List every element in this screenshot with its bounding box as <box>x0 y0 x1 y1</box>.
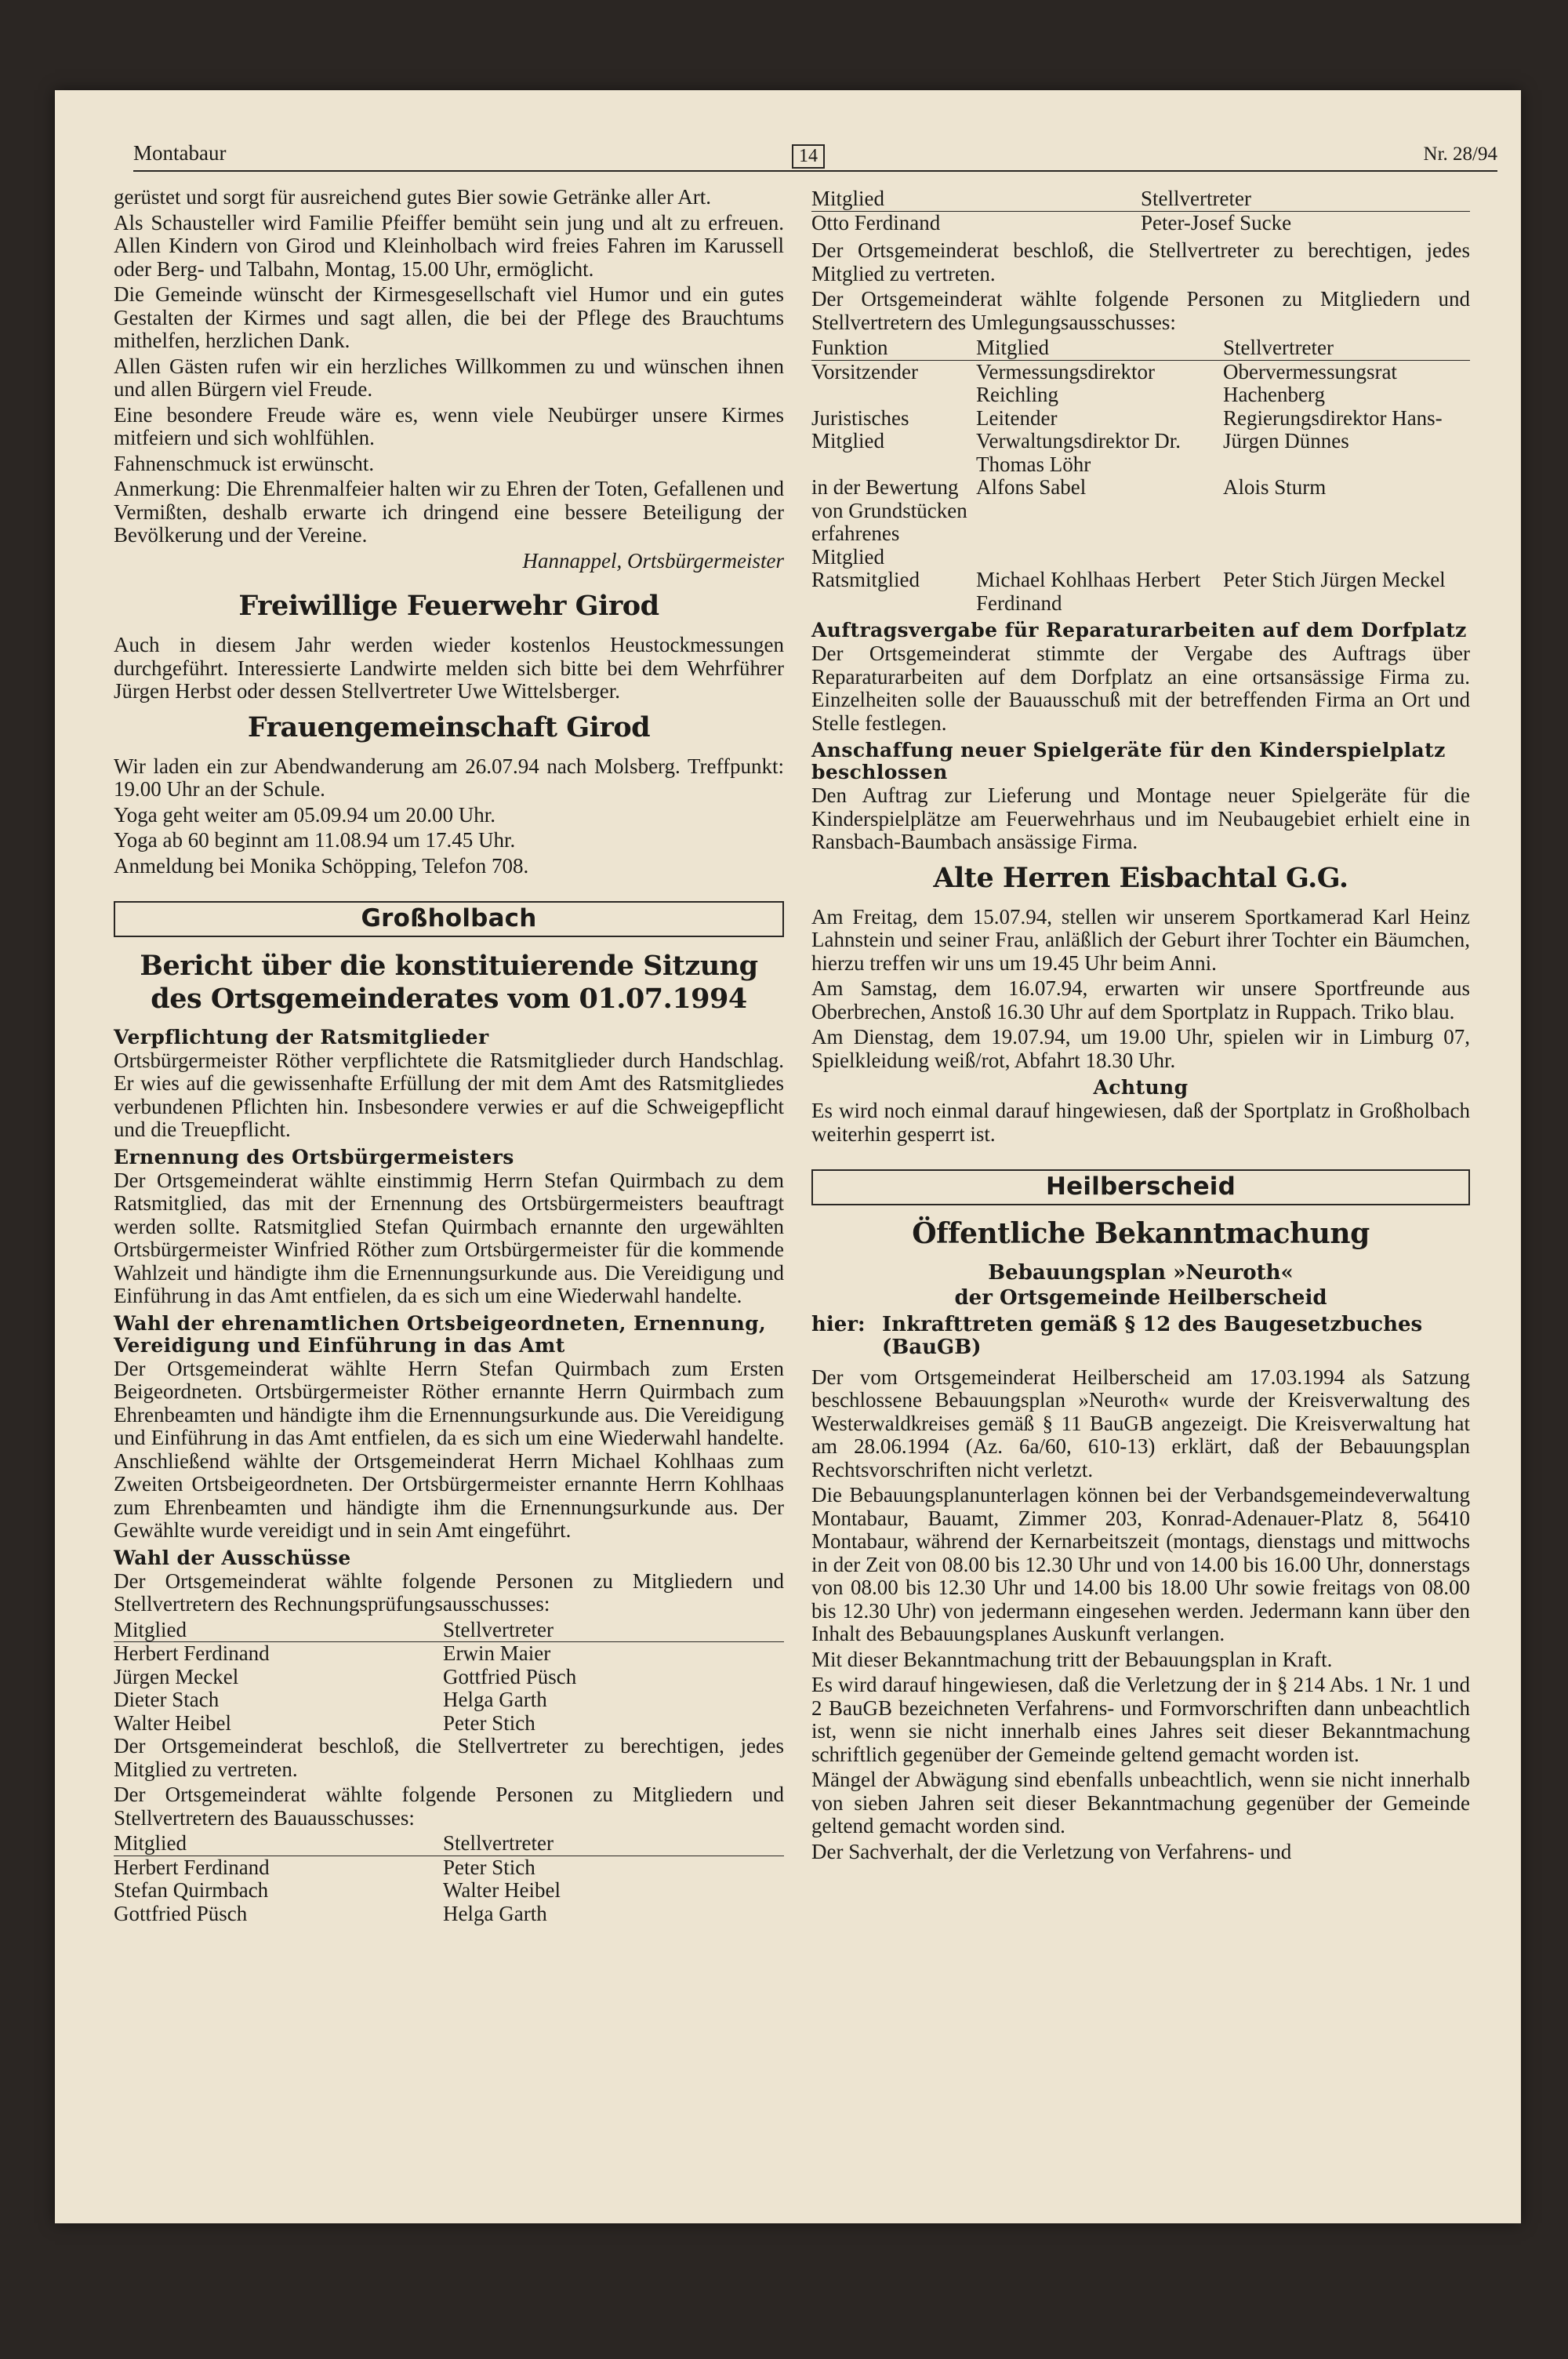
table-row <box>114 1666 784 1689</box>
cell: Walter Heibel <box>114 1710 232 1735</box>
column-header: Mitglied <box>811 187 884 210</box>
paragraph: Mängel der Abwägung sind ebenfalls unbeachtlich, wenn sie nicht innerhalb von sieben Jahren seit dieser Bekanntmachung gegenüber der Gemeinde geltend gemacht worden sind. <box>811 1768 1470 1837</box>
cell: Erwin Maier <box>443 1641 551 1665</box>
column-header: Funktion <box>811 336 888 359</box>
table-row <box>811 407 1470 477</box>
header-place: Montabaur <box>133 141 227 165</box>
cell: Gottfried Püsch <box>114 1901 248 1925</box>
table-header <box>114 1832 784 1856</box>
running-header <box>133 131 1497 172</box>
cell: Helga Garth <box>443 1688 547 1711</box>
hier-label: hier: <box>811 1312 866 1336</box>
heading-bekanntmachung: Öffentliche Bekanntmachung <box>912 1216 1370 1250</box>
subheading: Ernennung des Ortsbürgermeisters <box>114 1145 514 1169</box>
paragraph: Anmeldung bei Monika Schöpping, Telefon 708. <box>114 853 529 878</box>
paragraph: Ortsbürgermeister Röther verpflichtete die Ratsmitglieder durch Handschlag. Er wies auf die gewissenhafte Erfüllung der mit dem Amt des Ratsmitgliedes verbundenen Pflichten hin. Insbesondere verwies er auf die Schweigepflicht und die Treuepflicht. <box>114 1048 784 1141</box>
subheading: Wahl der ehrenamtlichen Ortsbeigeordneten, Ernennung, Vereidigung und Einführung in das Amt <box>114 1311 767 1357</box>
subheading-achtung: Achtung <box>1093 1076 1189 1099</box>
paragraph: Der Ortsgemeinderat wählte folgende Personen zu Mitgliedern und Stellvertretern des Umlegungsausschusses: <box>811 287 1470 334</box>
table-header <box>114 1619 784 1643</box>
page-number: 14 <box>792 144 825 169</box>
cell: Jürgen Meckel <box>114 1664 239 1688</box>
cell: Vermessungsdirektor Reichling <box>976 359 1155 406</box>
paragraph: Der Ortsgemeinderat wählte folgende Personen zu Mitgliedern und Stellvertretern des Bauausschusses: <box>114 1783 784 1830</box>
paragraph: Wir laden ein zur Abendwanderung am 26.07.94 nach Molsberg. Treffpunkt: 19.00 Uhr an der Schule. <box>114 754 784 801</box>
paragraph: Der Ortsgemeinderat stimmte der Vergabe des Auftrags über Reparaturarbeiten auf dem Dorfplatz an eine ortsansässige Firma zu. Einzelheiten solle der Bauausschuß mit der betreffenden Firma an Ort und Stelle festlegen. <box>811 642 1470 735</box>
table-row <box>114 1642 784 1666</box>
cell: Regierungsdirektor Hans-Jürgen Dünnes <box>1223 405 1443 453</box>
newspaper-page <box>55 90 1521 2223</box>
paragraph: Mit dieser Bekanntmachung tritt der Bebauungsplan in Kraft. <box>811 1647 1333 1671</box>
hier-line <box>811 1314 1470 1360</box>
cell: Alois Sturm <box>1223 475 1327 499</box>
paragraph: Eine besondere Freude wäre es, wenn viele Neubürger unsere Kirmes mitfeiern und sich wohlfühlen. <box>114 402 784 449</box>
table-row <box>114 1879 784 1903</box>
paragraph: Fahnenschmuck ist erwünscht. <box>114 451 375 475</box>
table-row <box>811 569 1470 615</box>
cell: Alfons Sabel <box>976 475 1087 499</box>
table-row <box>114 1856 784 1880</box>
table-header <box>811 187 1470 212</box>
paragraph: Der Sachverhalt, der die Verletzung von Verfahrens- und <box>811 1839 1292 1863</box>
cell: Michael Kohlhaas Herbert Ferdinand <box>976 568 1201 615</box>
paragraph: Es wird darauf hingewiesen, daß die Verletzung der in § 214 Abs. 1 Nr. 1 und 2 BauGB bezeichneten Verfahrens- und Formvorschriften dann unbeachtlich ist, wenn sie nicht innerhalb eines Jahres seit dieser Bekanntmachung schriftlich gegenüber der Gemeinde geltend gemacht worden ist. <box>811 1673 1470 1766</box>
section-box-heilberscheid: Heilberscheid <box>811 1169 1470 1205</box>
column-header: Stellvertreter <box>443 1617 554 1641</box>
column-header: Stellvertreter <box>1223 336 1334 359</box>
table-row <box>114 1688 784 1712</box>
section-box-grossholbach: Großholbach <box>114 901 784 937</box>
paragraph: gerüstet und sorgt für ausreichend gutes Bier sowie Getränke aller Art. <box>114 185 712 209</box>
paragraph: Am Dienstag, dem 19.07.94, um 19.00 Uhr, spielen wir in Limburg 07, Spielkleidung weiß/rot, Abfahrt 18.30 Uhr. <box>811 1025 1470 1072</box>
cell: Helga Garth <box>443 1901 547 1925</box>
column-header: Mitglied <box>114 1617 187 1641</box>
table-row <box>114 1712 784 1736</box>
table-umlegungsausschuss <box>811 336 1470 615</box>
table-ausschuss-continued <box>811 187 1470 234</box>
heading-alte-herren: Alte Herren Eisbachtal G.G. <box>933 861 1348 894</box>
signature: Hannappel, Ortsbürgermeister <box>522 548 784 572</box>
subheading: Auftragsvergabe für Reparaturarbeiten auf dem Dorfplatz <box>811 619 1467 642</box>
subheading: Wahl der Ausschüsse <box>114 1546 351 1569</box>
cell: Herbert Ferdinand <box>114 1855 270 1879</box>
right-column <box>811 186 1470 1866</box>
paragraph: Der vom Ortsgemeinderat Heilberscheid am 17.03.1994 als Satzung beschlossene Bebauungsplan »Neuroth« wurde der Kreisverwaltung des Westerwaldkreises gemäß § 11 BauGB angezeigt. Die Kreisverwaltung hat am 28.06.1994 (Az. 6a/60, 610-13) erklärt, daß der Bebauungsplan Rechtsvorschriften nicht verletzt. <box>811 1365 1470 1481</box>
cell: Peter Stich <box>443 1710 535 1735</box>
heading-frauengemeinschaft: Frauengemeinschaft Girod <box>247 711 651 743</box>
paragraph: Anmerkung: Die Ehrenmalfeier halten wir zu Ehren der Toten, Gefallenen und Vermißten, deshalb erwarte ich dringend eine bessere Beteiligung der Bevölkerung und der Vereine. <box>114 477 784 547</box>
heading-bericht: Bericht über die konstituierende Sitzung des Ortsgemeinderates vom 01.07.1994 <box>140 949 758 1015</box>
subtitle-gemeinde: der Ortsgemeinde Heilberscheid <box>954 1285 1327 1310</box>
table-row <box>811 212 1470 235</box>
paragraph: Es wird noch einmal darauf hingewiesen, daß der Sportplatz in Großholbach weiterhin gesperrt ist. <box>811 1099 1470 1146</box>
issue-number: Nr. 28/94 <box>1423 144 1497 165</box>
paragraph: Als Schausteller wird Familie Pfeiffer bemüht sein jung und alt zu erfreuen. Allen Kindern von Girod und Kleinholbach wird freies Fahren im Karussell oder Berg- und Talbahn, Montag, 15.00 Uhr, ermöglicht. <box>114 210 784 281</box>
paragraph: Die Bebauungsplanunterlagen können bei der Verbandsgemeindeverwaltung Montabaur, Bauamt, Zimmer 203, Konrad-Adenauer-Platz 8, 56410 Montabaur, während der Kernarbeitszeit (montags, dienstags und mittwochs in der Zeit von 08.00 bis 12.30 Uhr und von 14.00 bis 16.00 Uhr, donnerstags von 08.00 bis 12.30 Uhr und 14.00 bis 18.00 Uhr sowie freitags von 08.00 bis 12.30 Uhr) von jedermann eingesehen werden. Jedermann kann über den Inhalt des Bebauungsplanes Auskunft verlangen. <box>811 1483 1470 1645</box>
cell: Walter Heibel <box>443 1878 561 1902</box>
cell: Peter Stich <box>443 1855 535 1879</box>
cell: Obervermessungsrat Hachenberg <box>1223 359 1397 406</box>
cell: Vorsitzender <box>811 359 918 383</box>
cell: Peter-Josef Sucke <box>1141 210 1292 234</box>
cell: Ratsmitglied <box>811 568 920 591</box>
paragraph: Der Ortsgemeinderat beschloß, die Stellvertreter zu berechtigen, jedes Mitglied zu vertreten. <box>811 238 1470 285</box>
cell: Herbert Ferdinand <box>114 1641 270 1665</box>
subtitle-bebauungsplan: Bebauungsplan »Neuroth« <box>988 1260 1294 1285</box>
left-column <box>114 186 784 1925</box>
paragraph: Allen Gästen rufen wir ein herzliches Willkommen zu und wünschen ihnen und allen Bürgern viel Freude. <box>114 354 784 401</box>
table-bauausschuss <box>114 1832 784 1925</box>
paragraph: Der Ortsgemeinderat beschloß, die Stellvertreter zu berechtigen, jedes Mitglied zu vertreten. <box>114 1734 784 1781</box>
cell: Juristisches Mitglied <box>811 405 909 453</box>
hier-text: Inkrafttreten gemäß § 12 des Baugesetzbuches (BauGB) <box>882 1312 1423 1359</box>
paragraph: Der Ortsgemeinderat wählte einstimmig Herrn Stefan Quirmbach zu dem Ratsmitglied, das mit der Ernennung des Ortsbürgermeisters beauftragt werden sollte. Ratsmitglied Stefan Quirmbach ernannte den urgewählten Ortsbürgermeister Winfried Röther zum Ortsbürgermeister für die kommende Wahlzeit und händigte ihm die Ernennungsurkunde aus. Die Vereidigung und Einführung in das Amt entfielen, da es sich um eine Wiederwahl handelte. <box>114 1168 784 1307</box>
cell: Otto Ferdinand <box>811 210 941 234</box>
column-header: Mitglied <box>976 336 1049 359</box>
paragraph: Den Auftrag zur Lieferung und Montage neuer Spielgeräte für die Kinderspielplätze am Feuerwehrhaus und im Neubaugebiet erhielt eine in Ransbach-Baumbach ansässige Firma. <box>811 783 1470 853</box>
paragraph: Am Freitag, dem 15.07.94, stellen wir unserem Sportkamerad Karl Heinz Lahnstein und seiner Frau, anläßlich der Geburt ihrer Tochter ein Bäumchen, hierzu treffen wir uns um 19.45 Uhr beim Anni. <box>811 904 1470 975</box>
cell: Dieter Stach <box>114 1688 220 1711</box>
paragraph: Yoga geht weiter am 05.09.94 um 20.00 Uhr. <box>114 802 495 827</box>
cell: in der Bewertung von Grundstücken erfahrenes Mitglied <box>811 475 967 569</box>
paragraph: Am Samstag, dem 16.07.94, erwarten wir unsere Sportfreunde aus Oberbrechen, Anstoß 16.30 Uhr auf dem Sportplatz in Ruppach. Triko blau. <box>811 976 1470 1023</box>
table-row <box>811 476 1470 569</box>
paragraph: Auch in diesem Jahr werden wieder kostenlos Heustockmessungen durchgeführt. Interessierte Landwirte melden sich bitte bei dem Wehrführer Jürgen Herbst oder dessen Stellvertreter Uwe Wittelsberger. <box>114 633 784 703</box>
subheading: Verpflichtung der Ratsmitglieder <box>114 1025 489 1049</box>
cell: Stefan Quirmbach <box>114 1878 269 1902</box>
heading-feuerwehr: Freiwillige Feuerwehr Girod <box>238 590 659 622</box>
paragraph: Der Ortsgemeinderat wählte folgende Personen zu Mitgliedern und Stellvertretern des Rechnungsprüfungsausschusses: <box>114 1568 784 1616</box>
subheading: Anschaffung neuer Spielgeräte für den Kinderspielplatz beschlossen <box>811 739 1446 783</box>
table-header <box>811 336 1470 361</box>
paragraph: Yoga ab 60 beginnt am 11.08.94 um 17.45 Uhr. <box>114 828 516 852</box>
cell: Leitender Verwaltungsdirektor Dr. Thomas Löhr <box>976 405 1181 476</box>
column-header: Stellvertreter <box>443 1831 554 1855</box>
table-row <box>811 361 1470 407</box>
column-header: Mitglied <box>114 1831 187 1855</box>
paragraph: Der Ortsgemeinderat wählte Herrn Stefan Quirmbach zum Ersten Beigeordneten. Ortsbürgermeister Röther ernannte Herrn Quirmbach zum Ehrenbeamten und händigte ihm die Ernennungsurkunde aus. Die Vereidigung und Einführung in das Amt entfielen, da es sich um eine Wiederwahl handelte. Anschließend wählte der Ortsgemeinderat Herrn Michael Kohlhaas zum Zweiten Ortsbeigeordneten. Der Ortsbürgermeister ernannte Herrn Kohlhaas zum Ehrenbeamten und händigte ihm die Ernennungsurkunde aus. Der Gewählte wurde vereidigt und in sein Amt eingeführt. <box>114 1356 784 1542</box>
cell: Peter Stich Jürgen Meckel <box>1223 568 1446 591</box>
table-rechnungspruefung <box>114 1619 784 1736</box>
cell: Gottfried Püsch <box>443 1664 577 1688</box>
column-header: Stellvertreter <box>1141 187 1251 210</box>
table-row <box>114 1903 784 1926</box>
paragraph: Die Gemeinde wünscht der Kirmesgesellschaft viel Humor und ein gutes Gestalten der Kirmes und sagt allen, die bei der Pflege des Brauchtums mithelfen, herzlichen Dank. <box>114 282 784 352</box>
